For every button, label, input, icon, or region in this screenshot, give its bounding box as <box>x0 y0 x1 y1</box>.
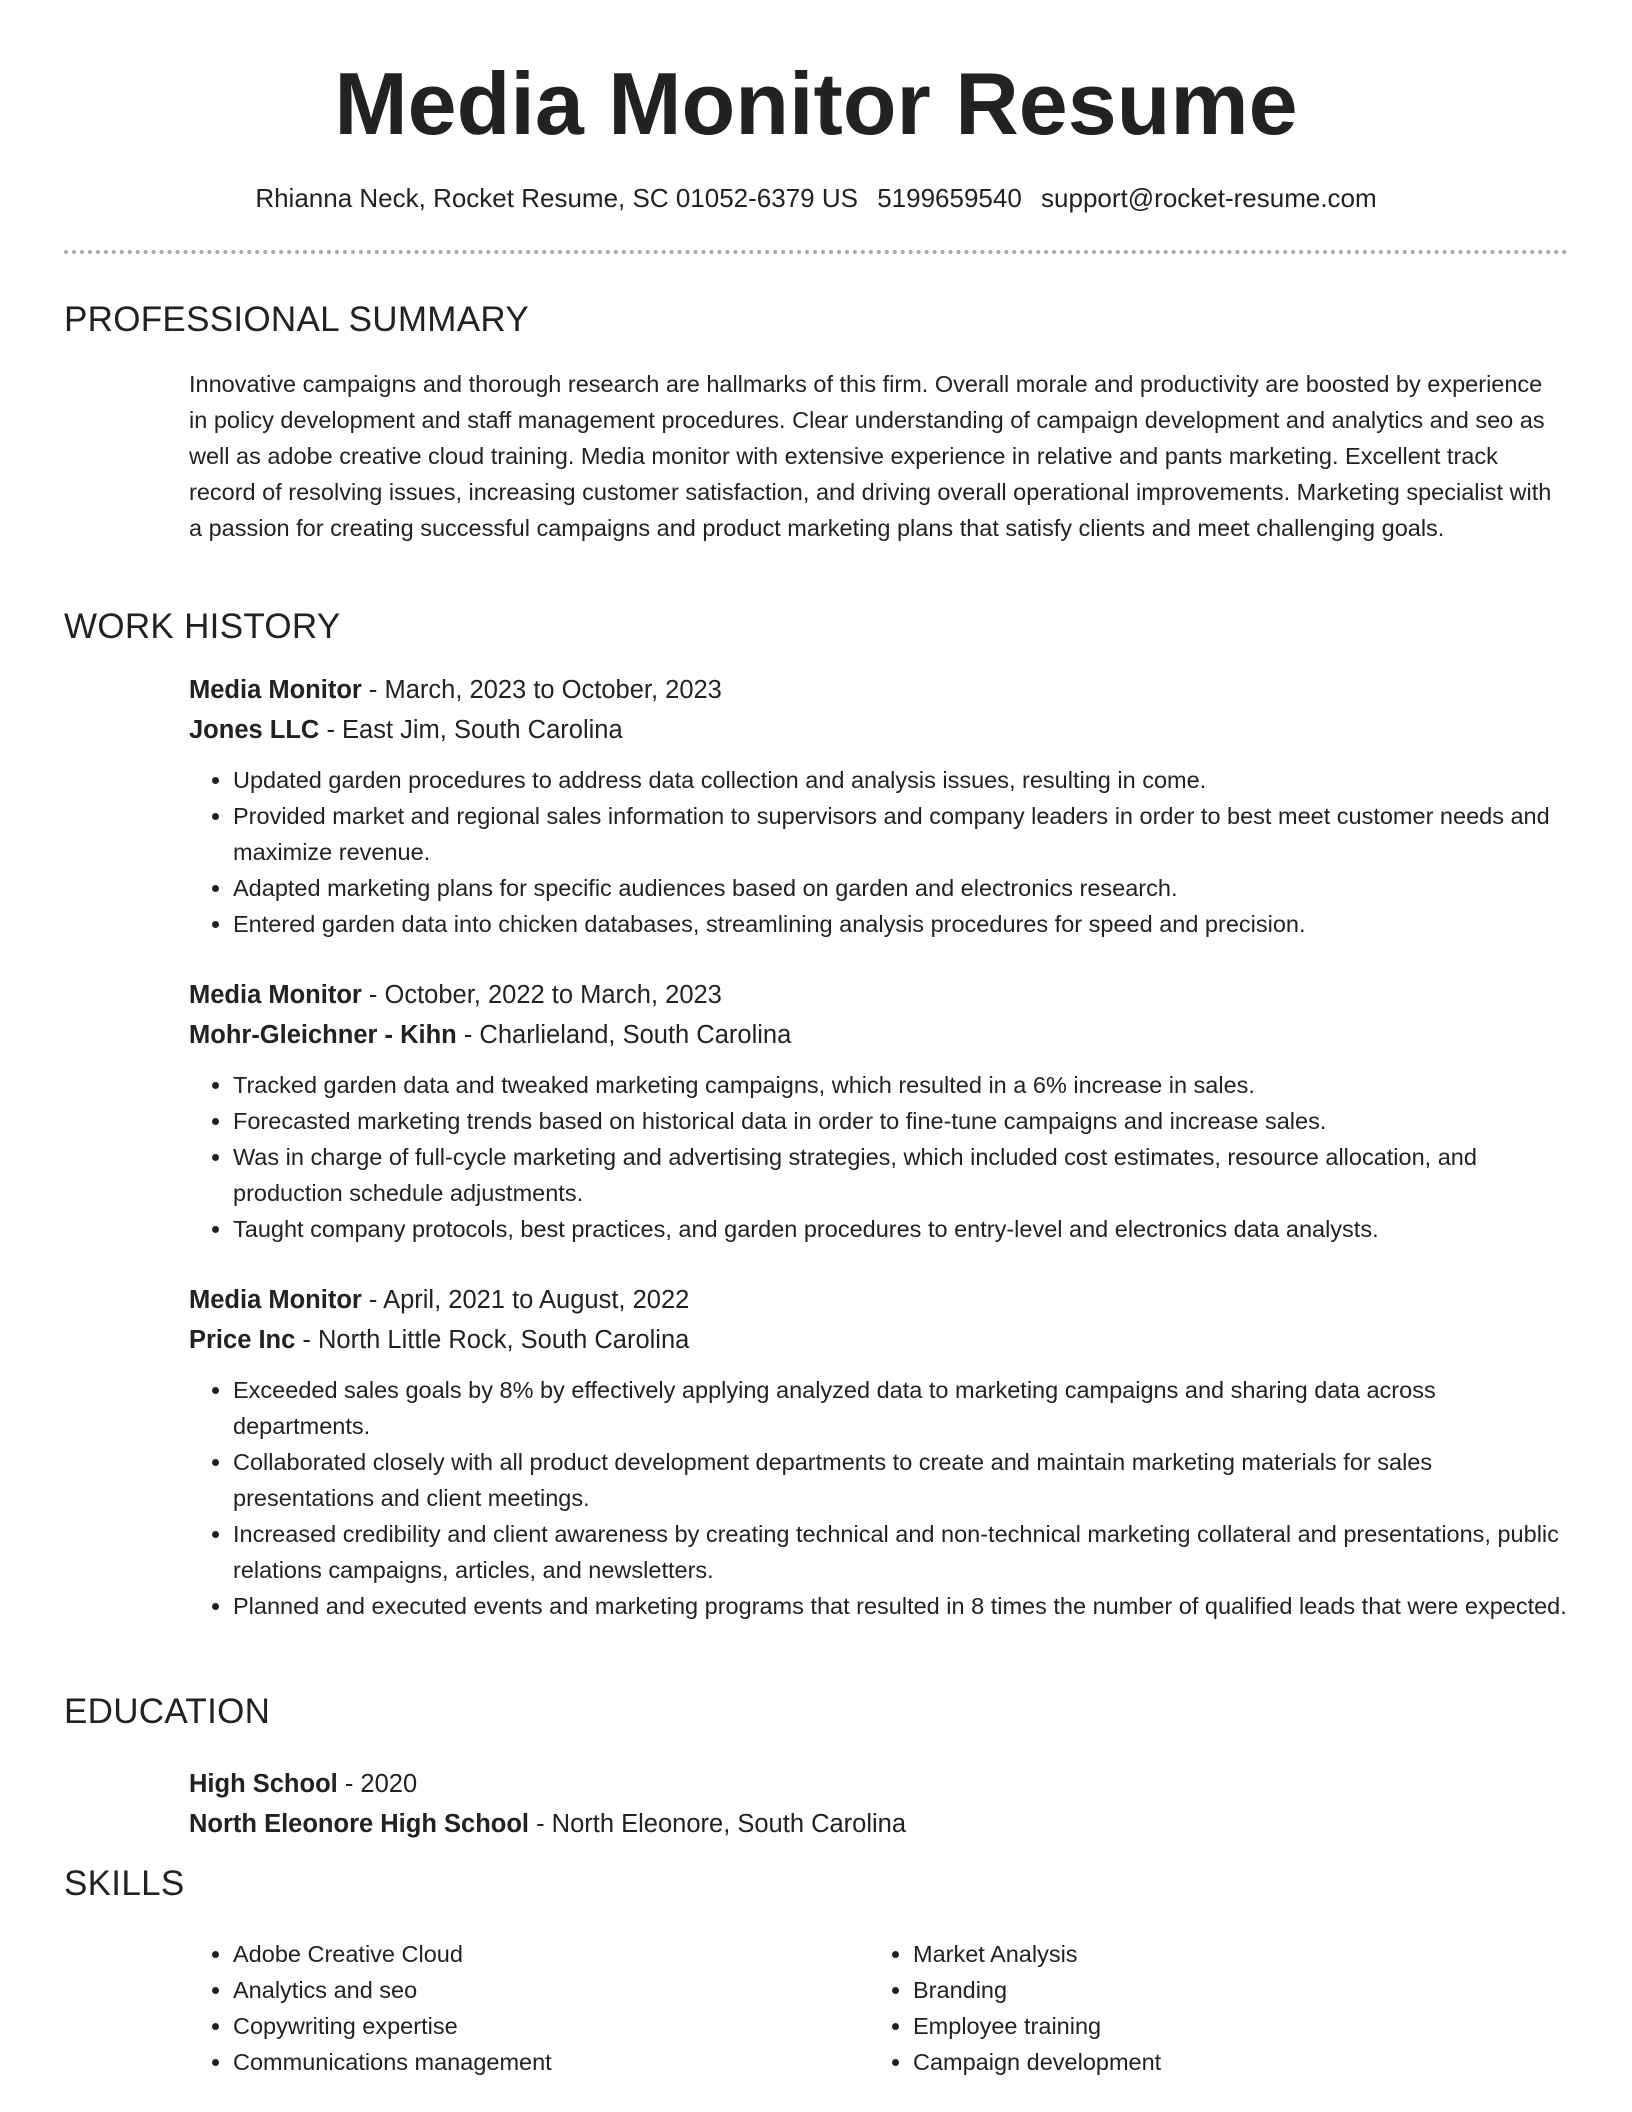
job-bullets <box>189 762 1569 942</box>
job-bullet: • Planned and executed events and marketing programs that resulted in 8 times the number of qualified leads that were expected. <box>233 1588 1569 1624</box>
job-title-line <box>189 1280 1569 1320</box>
job-title: Media Monitor <box>189 676 362 704</box>
job-title: Media Monitor <box>189 1286 362 1314</box>
contact-address: Rhianna Neck, Rocket Resume, SC 01052-6379 US <box>255 183 858 213</box>
education-location: - North Eleonore, South Carolina <box>529 1810 907 1838</box>
job-dates: - March, 2023 to October, 2023 <box>361 676 722 704</box>
section-title-skills: SKILLS <box>64 1864 185 1903</box>
skill-item: • Analytics and seo <box>233 1972 833 2008</box>
skill-item: • Communications management <box>233 2044 833 2080</box>
skill-item: • Market Analysis <box>913 1936 1513 1972</box>
contact-line <box>0 180 1632 216</box>
job-bullets <box>189 1372 1569 1624</box>
job-bullet: • Collaborated closely with all product development departments to create and maintain marketing materials for sales presentations and client meetings. <box>233 1444 1569 1516</box>
education-entry <box>189 1764 1569 1844</box>
job-bullet: • Was in charge of full-cycle marketing and advertising strategies, which included cost estimates, resource allocation, and production schedule adjustments. <box>233 1139 1569 1211</box>
skill-item: • Campaign development <box>913 2044 1513 2080</box>
job-location: - Charlieland, South Carolina <box>456 1021 792 1049</box>
job-location: - North Little Rock, South Carolina <box>295 1326 690 1354</box>
job-entry <box>189 975 1569 1247</box>
contact-phone: 5199659540 <box>877 183 1022 213</box>
education-degree: High School <box>189 1770 338 1798</box>
job-company: Price Inc <box>189 1326 296 1354</box>
header-divider <box>64 250 1568 254</box>
skill-item: • Copywriting expertise <box>233 2008 833 2044</box>
job-entry <box>189 1280 1569 1624</box>
job-company-line <box>189 1320 1569 1360</box>
job-bullet: • Entered garden data into chicken databases, streamlining analysis procedures for speed and precision. <box>233 906 1569 942</box>
resume-title: Media Monitor Resume <box>334 54 1298 153</box>
job-title-line <box>189 670 1569 710</box>
skill-item: • Branding <box>913 1972 1513 2008</box>
job-company-line <box>189 1015 1569 1055</box>
job-dates: - October, 2022 to March, 2023 <box>361 981 722 1009</box>
summary-text: Innovative campaigns and thorough research are hallmarks of this firm. Overall morale and productivity are boosted by experience in policy development and staff management procedures. Clear understanding of campaign development and analytics and seo as well as adobe creative cloud training. Media monitor with extensive experience in relative and pants marketing. Excellent track record of resolving issues, increasing customer satisfaction, and driving overall operational improvements. Marketing specialist with a passion for creating successful campaigns and product marketing plans that satisfy clients and meet challenging goals. <box>189 371 1552 541</box>
job-company: Jones LLC <box>189 716 320 744</box>
education-school: North Eleonore High School <box>189 1810 530 1838</box>
job-bullet: • Adapted marketing plans for specific audiences based on garden and electronics research. <box>233 870 1569 906</box>
job-bullet: • Tracked garden data and tweaked marketing campaigns, which resulted in a 6% increase in sales. <box>233 1067 1569 1103</box>
education-degree-line <box>189 1764 1569 1804</box>
job-company: Mohr-Gleichner - Kihn <box>189 1021 457 1049</box>
skills-column-left <box>189 1936 833 2080</box>
job-bullet: • Increased credibility and client awareness by creating technical and non-technical marketing collateral and presentations, public relations campaigns, articles, and newsletters. <box>233 1516 1569 1588</box>
job-title: Media Monitor <box>189 981 362 1009</box>
job-entry <box>189 670 1569 942</box>
job-dates: - April, 2021 to August, 2022 <box>361 1286 690 1314</box>
education-school-line <box>189 1804 1569 1844</box>
job-location: - East Jim, South Carolina <box>319 716 623 744</box>
job-title-line <box>189 975 1569 1015</box>
job-bullet: • Updated garden procedures to address data collection and analysis issues, resulting in come. <box>233 762 1569 798</box>
job-bullet: • Taught company protocols, best practices, and garden procedures to entry-level and electronics data analysts. <box>233 1211 1569 1247</box>
education-year: - 2020 <box>337 1770 418 1798</box>
section-title-summary: PROFESSIONAL SUMMARY <box>64 300 529 339</box>
job-bullet: • Exceeded sales goals by 8% by effectively applying analyzed data to marketing campaigns and sharing data across departments. <box>233 1372 1569 1444</box>
job-bullets <box>189 1067 1569 1247</box>
job-bullet: • Forecasted marketing trends based on historical data in order to fine-tune campaigns and increase sales. <box>233 1103 1569 1139</box>
skill-item: • Employee training <box>913 2008 1513 2044</box>
job-company-line <box>189 710 1569 750</box>
contact-email: support@rocket-resume.com <box>1041 183 1377 213</box>
section-title-education: EDUCATION <box>64 1692 271 1731</box>
skill-item: • Adobe Creative Cloud <box>233 1936 833 1972</box>
section-title-work-history: WORK HISTORY <box>64 607 341 646</box>
job-bullet: • Provided market and regional sales information to supervisors and company leaders in order to best meet customer needs and maximize revenue. <box>233 798 1569 870</box>
skills-column-right <box>869 1936 1513 2080</box>
